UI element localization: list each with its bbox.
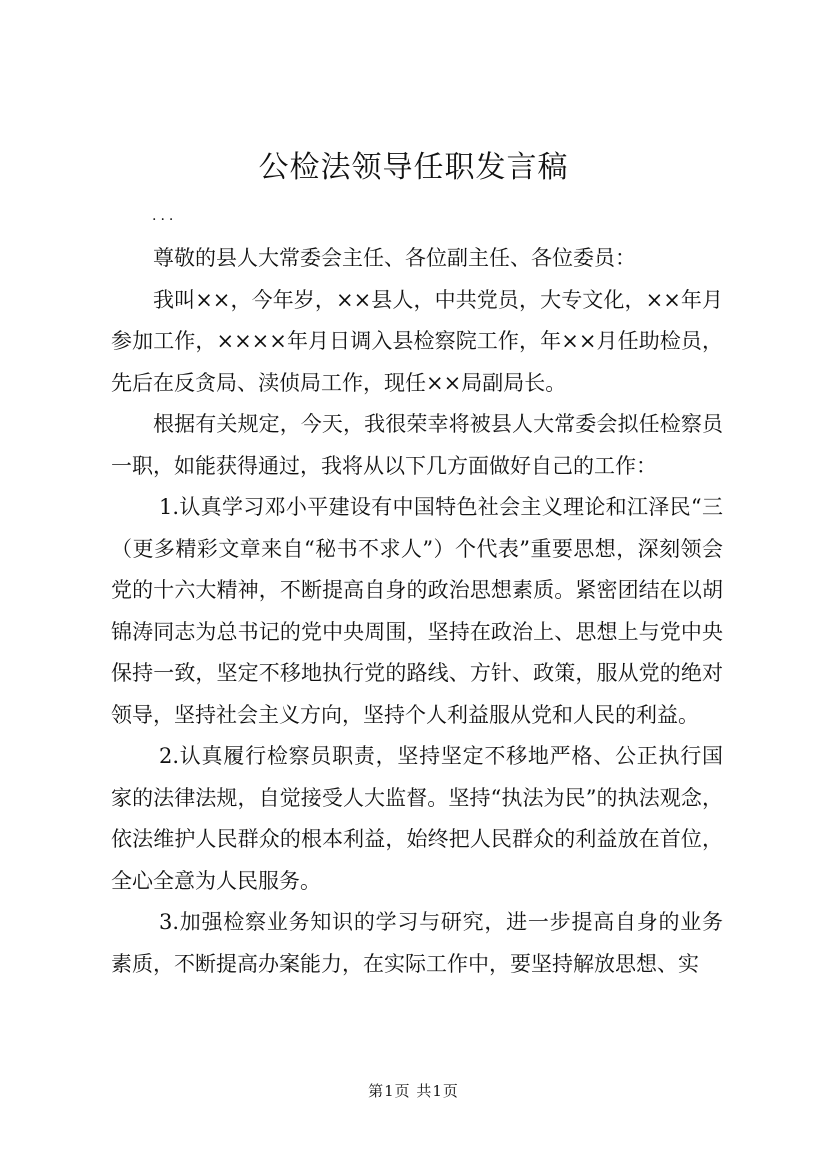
document-body [111,238,723,985]
point-1-paragraph: 1.认真学习邓小平建设有中国特色社会主义理论和江泽民“三（更多精彩文章来自“秘书不求人”）个代表”重要思想，深刻领会党的十六大精神，不断提高自身的政治思想素质。紧密团结在以胡锦涛同志为总书记的党中央周围，坚持在政治上、思想上与党中央保持一致，坚定不移地执行党的路线、方针、政策，服从党的绝对领导，坚持社会主义方向，坚持个人利益服从党和人民的利益。 [111,495,723,727]
ellipsis-marker: ... [152,208,178,224]
point-2-paragraph: 2.认真履行检察员职责，坚持坚定不移地严格、公正执行国家的法律法规，自觉接受人大监督。坚持“执法为民”的执法观念，依法维护人民群众的根本利益，始终把人民群众的利益放在首位，全心全意为人民服务。 [111,744,723,893]
document-title: 公检法领导任职发言稿 [258,150,569,185]
point-3-paragraph: 3.加强检察业务知识的学习与研究，进一步提高自身的业务素质，不断提高办案能力，在实际工作中，要坚持解放思想、实 [111,910,723,976]
salutation-paragraph: 尊敬的县人大常委会主任、各位副主任、各位委员： [153,246,636,270]
page-number-footer: 第1页 共1页 [368,1082,459,1100]
introduction-paragraph: 我叫××，今年岁，××县人，中共党员，大专文化，××年月参加工作，××××年月日调入县检察院工作，年××月任助检员，先后在反贪局、渎侦局工作，现任××局副局长。 [111,287,723,395]
appointment-paragraph: 根据有关规定，今天，我很荣幸将被县人大常委会拟任检察员一职，如能获得通过，我将从以下几方面做好自己的工作： [111,412,723,478]
